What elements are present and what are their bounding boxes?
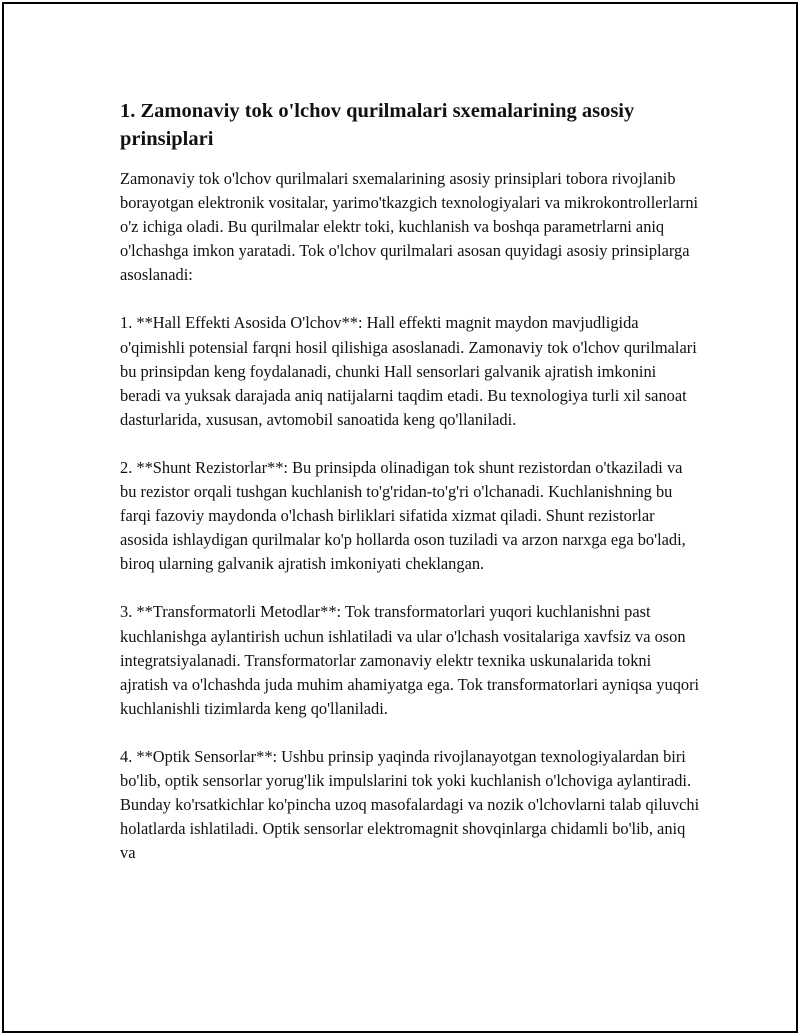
paragraph-transformer-methods: 3. **Transformatorli Metodlar**: Tok transformatorlari yuqori kuchlanishni past kuchlanishga aylantirish uchun ishlatiladi va ular o'lchash vositalariga xavfsiz va oson integratsiyalanadi. Transformatorlar zamonaviy elektr texnika uskunalarida tokni ajratish va o'lchashda juda muhim ahamiyatga ega. Tok transformatorlari ayniqsa yuqori kuchlanishli tizimlarda keng qo'llaniladi. <box>120 602 700 718</box>
document-page <box>2 2 798 1033</box>
section-heading: 1. Zamonaviy tok o'lchov qurilmalari sxemalarining asosiy prinsiplari <box>120 100 635 150</box>
intro-paragraph: Zamonaviy tok o'lchov qurilmalari sxemalarining asosiy prinsiplari tobora rivojlanib borayotgan elektronik vositalar, yarimo'tkazgich texnologiyalari va mikrokontrollerlarni o'z ichiga oladi. Bu qurilmalar elektr toki, kuchlanish va boshqa parametrlarni aniq o'lchashga imkon yaratadi. Tok o'lchov qurilmalari asosan quyidagi asosiy prinsiplarga asoslanadi: <box>120 169 699 285</box>
paragraph-hall-effect: 1. **Hall Effekti Asosida O'lchov**: Hall effekti magnit maydon mavjudligida o'qimishli potensial farqni hosil qilishiga asoslanadi. Zamonaviy tok o'lchov qurilmalari bu prinsipdan keng foydalanadi, chunki Hall sensorlari galvanik ajratish imkonini beradi va yuksak darajada aniq natijalarni taqdim etadi. Bu texnologiya turli xil sanoat dasturlarida, xususan, avtomobil sanoatida keng qo'llaniladi. <box>120 313 697 429</box>
document-content <box>120 97 700 889</box>
paragraph-optical-sensors: 4. **Optik Sensorlar**: Ushbu prinsip yaqinda rivojlanayotgan texnologiyalardan biri bo'lib, optik sensorlar yorug'lik impulslarini tok yoki kuchlanish o'lchoviga aylantiradi. Bunday ko'rsatkichlar ko'pincha uzoq masofalardagi va nozik o'lchovlarni talab qiluvchi holatlarda ishlatiladi. Optik sensorlar elektromagnit shovqinlarga chidamli bo'lib, aniq va <box>120 746 700 863</box>
paragraph-shunt-resistors: 2. **Shunt Rezistorlar**: Bu prinsipda olinadigan tok shunt rezistordan o'tkaziladi va bu rezistor orqali tushgan kuchlanish to'g'ridan-to'g'ri o'lchanadi. Kuchlanishning bu farqi fazoviy maydonda o'lchash birliklari sifatida xizmat qiladi. Shunt rezistorlar asosida ishlaydigan qurilmalar ko'p hollarda oson tuziladi va arzon narxga ega bo'ladi, biroq ularning galvanik ajratish imkoniyati cheklangan. <box>120 457 686 574</box>
